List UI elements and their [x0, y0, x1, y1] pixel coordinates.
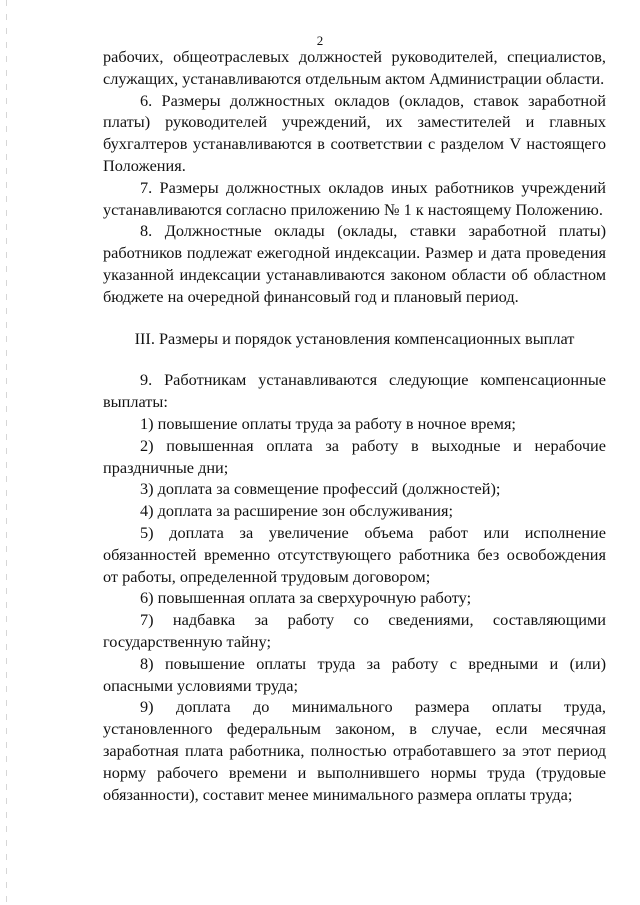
list-item: 4) доплата за расширение зон обслуживания; — [140, 501, 454, 521]
list-item: 8) повышение оплаты труда за работу с вредными и (или) опасными условиями труда; — [103, 653, 606, 695]
section-heading: III. Размеры и порядок установления компенсационных выплат — [134, 328, 575, 348]
page-number: 2 — [316, 33, 324, 48]
paragraph-6: 6. Размеры должностных окладов (окладов, ставок заработной платы) руководителей учреждений, их заместителей и главных бухгалтеров устанавливаются в соответствии с разделом V настоящего Положения. — [103, 90, 606, 175]
paragraph-continuation: рабочих, общеотраслевых должностей руководителей, специалистов, служащих, устанавливаются отдельным актом Администрации области. — [103, 47, 606, 88]
paragraph-8: 8. Должностные оклады (оклады, ставки заработной платы) работников подлежат ежегодной индексации. Размер и дата проведения указанной индексации устанавливаются законом области об областном бюджете на очередной финансовый год и плановый период. — [103, 221, 606, 306]
scan-edge-artifact — [6, 0, 7, 905]
list-item: 9) доплата до минимального размера оплаты труда, установленного федеральным законом, в случае, если месячная заработная плата работника, полностью отработавшего за этот период норму рабочего времени и выполнившего нормы труда (трудовые обязанности), составит менее минимального размера оплаты труда; — [103, 697, 606, 804]
document-body — [103, 46, 606, 805]
list-item: 5) доплата за увеличение объема работ или исполнение обязанностей временно отсутствующего работника без освобождения от работы, определенной трудовым договором; — [103, 522, 606, 586]
paragraph-9-intro: 9. Работникам устанавливаются следующие компенсационные выплаты: — [103, 370, 606, 412]
list-item: 6) повышенная оплата за сверхурочную работу; — [140, 588, 472, 608]
paragraph-7: 7. Размеры должностных окладов иных работников учреждений устанавливаются согласно приложению № 1 к настоящему Положению. — [103, 177, 606, 219]
list-item: 3) доплата за совмещение профессий (должностей); — [140, 479, 501, 499]
list-item: 7) надбавка за работу со сведениями, составляющими государственную тайну; — [103, 610, 606, 651]
list-item: 1) повышение оплаты труда за работу в ночное время; — [140, 413, 516, 433]
list-item: 2) повышенная оплата за работу в выходные и нерабочие праздничные дни; — [103, 435, 606, 477]
